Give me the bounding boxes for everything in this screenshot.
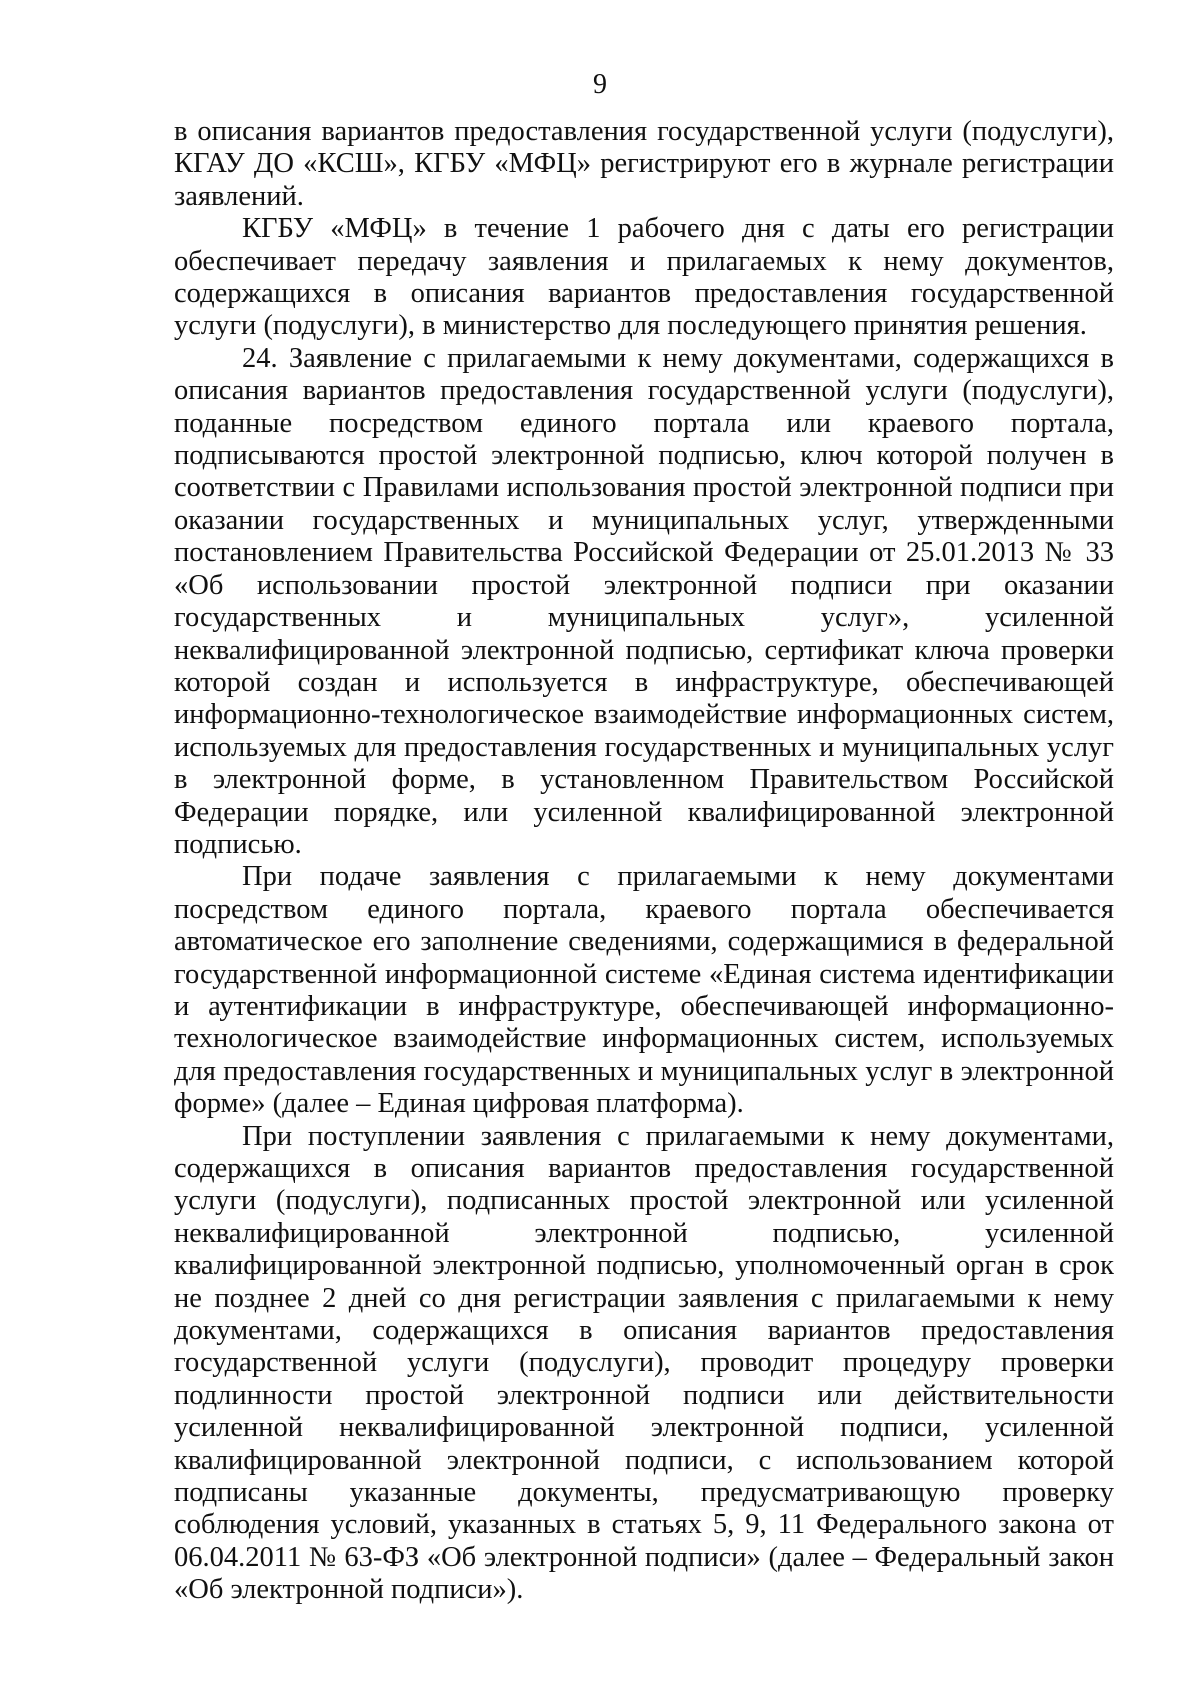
paragraph-item-24: 24. Заявление с прилагаемыми к нему документами, содержащихся в описания вариантов предоставления государственной услуги (подуслуги), поданные посредством единого портала или краевого портала, подписываются простой электронной подписью, ключ которой получен в соответствии с Правилами использования простой электронной подписи при оказании государственных и муниципальных услуг, утвержденными постановлением Правительства Российской Федерации от 25.01.2013 № 33 «Об использовании простой электронной подписи при оказании государственных и муниципальных услуг», усиленной неквалифицированной электронной подписью, сертификат ключа проверки которой создан и используется в инфраструктуре, обеспечивающей информационно-технологическое взаимодействие информационных систем, используемых для предоставления государственных и муниципальных услуг в электронной форме, в установленном Правительством Российской Федерации порядке, или усиленной квалифицированной электронной подписью. [174, 342, 1114, 860]
page-number: 9 [593, 69, 607, 100]
paragraph-autofill: При подаче заявления с прилагаемыми к нему документами посредством единого портала, краевого портала обеспечивается автоматическое его заполнение сведениями, содержащимися в федеральной государственной информационной системе «Единая система идентификации и аутентификации в инфраструктуре, обеспечивающей информационно-технологическое взаимодействие информационных систем, используемых для предоставления государственных и муниципальных услуг в электронной форме» (далее – Единая цифровая платформа). [174, 861, 1114, 1120]
paragraph-signature-check: При поступлении заявления с прилагаемыми к нему документами, содержащихся в описания вариантов предоставления государственной услуги (подуслуги), подписанных простой электронной или усиленной неквалифицированной электронной подписью, усиленной квалифицированной электронной подписью, уполномоченный орган в срок не позднее 2 дней со дня регистрации заявления с прилагаемыми к нему документами, содержащихся в описания вариантов предоставления государственной услуги (подуслуги), проводит процедуру проверки подлинности простой электронной подписи или действительности усиленной неквалифицированной электронной подписи, усиленной квалифицированной электронной подписи, с использованием которой подписаны указанные документы, предусматривающую проверку соблюдения условий, указанных в статьях 5, 9, 11 Федерального закона от 06.04.2011 № 63-ФЗ «Об электронной подписи» (далее – Федеральный закон «Об электронной подписи»). [174, 1120, 1114, 1606]
paragraph-mfc-transfer: КГБУ «МФЦ» в течение 1 рабочего дня с даты его регистрации обеспечивает передачу заявления и прилагаемых к нему документов, содержащихся в описания вариантов предоставления государственной услуги (подуслуги), в министерство для последующего принятия решения. [174, 213, 1114, 342]
paragraph-continuation: в описания вариантов предоставления государственной услуги (подуслуги), КГАУ ДО «КСШ», КГБУ «МФЦ» регистрируют его в журнале регистрации заявлений. [174, 116, 1114, 212]
document-body [174, 116, 1114, 1607]
